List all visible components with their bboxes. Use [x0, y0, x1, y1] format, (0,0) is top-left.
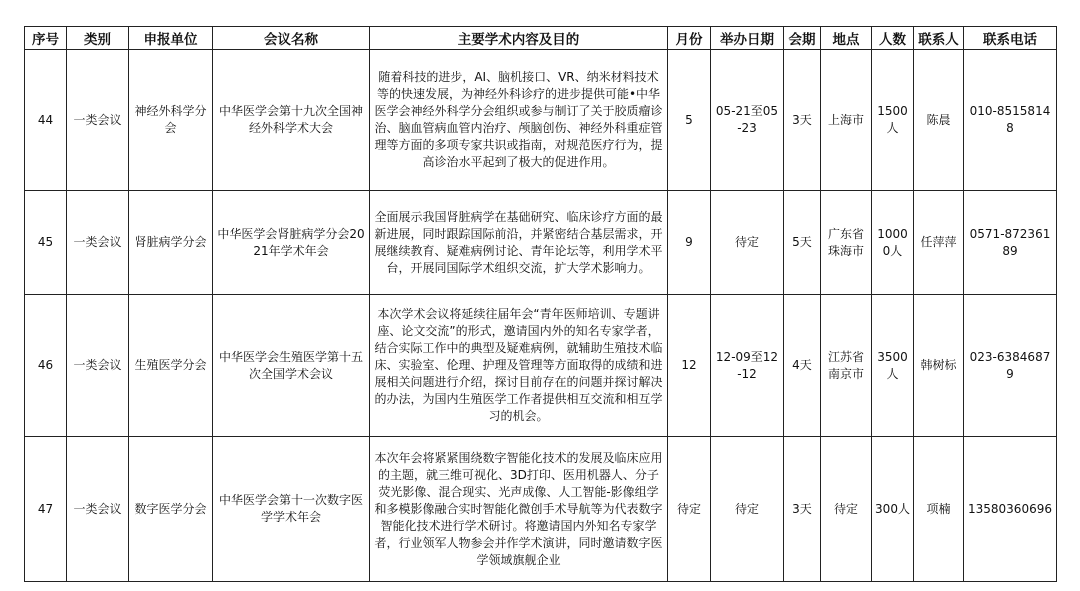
cell-attendance: 3500人	[872, 295, 914, 437]
cell-phone: 010-85158148	[964, 50, 1057, 191]
cell-no: 45	[25, 191, 67, 295]
header-attendance: 人数	[872, 27, 914, 50]
header-location: 地点	[821, 27, 872, 50]
cell-attendance: 10000人	[872, 191, 914, 295]
cell-month: 待定	[668, 437, 711, 582]
table-row	[25, 50, 1057, 191]
header-content: 主要学术内容及目的	[370, 27, 668, 50]
cell-category: 一类会议	[67, 50, 129, 191]
cell-phone: 13580360696	[964, 437, 1057, 582]
header-duration: 会期	[784, 27, 821, 50]
cell-unit: 生殖医学分会	[129, 295, 213, 437]
cell-contact: 韩树标	[914, 295, 964, 437]
cell-unit: 肾脏病学分会	[129, 191, 213, 295]
table-row	[25, 191, 1057, 295]
cell-contact: 项楠	[914, 437, 964, 582]
cell-attendance: 1500人	[872, 50, 914, 191]
header-date: 举办日期	[711, 27, 784, 50]
cell-date: 12-09至12-12	[711, 295, 784, 437]
cell-unit: 数字医学分会	[129, 437, 213, 582]
cell-location: 待定	[821, 437, 872, 582]
cell-meeting-name: 中华医学会第十一次数字医学学术年会	[213, 437, 370, 582]
cell-category: 一类会议	[67, 295, 129, 437]
cell-location: 广东省珠海市	[821, 191, 872, 295]
cell-contact: 陈晨	[914, 50, 964, 191]
cell-duration: 4天	[784, 295, 821, 437]
cell-meeting-name: 中华医学会生殖医学第十五次全国学术会议	[213, 295, 370, 437]
cell-unit: 神经外科学分会	[129, 50, 213, 191]
cell-content: 本次年会将紧紧围绕数字智能化技术的发展及临床应用的主题，就三维可视化、3D打印、医用机器人、分子荧光影像、混合现实、光声成像、人工智能-影像组学和多模影像融合实时智能化微创手术导航等为代表数字智能化技术进行学术研讨。将邀请国内外知名专家学者，行业领军人物参会并作学术演讲，同时邀请数字医学领域旗舰企业	[370, 437, 668, 582]
cell-attendance: 300人	[872, 437, 914, 582]
meeting-table	[24, 26, 1057, 582]
cell-no: 47	[25, 437, 67, 582]
header-unit: 申报单位	[129, 27, 213, 50]
header-row	[25, 27, 1057, 50]
cell-date: 待定	[711, 437, 784, 582]
cell-content: 随着科技的进步，AI、脑机接口、VR、纳米材料技术等的快速发展，为神经外科诊疗的进步提供可能•中华医学会神经外科学分会组织或参与制订了关于胶质瘤诊治、脑血管病血管内治疗、颅脑创伤、神经外科重症管理等方面的多项专家共识或指南，对规范医疗行为，提高诊治水平起到了极大的促进作用。	[370, 50, 668, 191]
cell-date: 05-21至05-23	[711, 50, 784, 191]
header-contact: 联系人	[914, 27, 964, 50]
header-phone: 联系电话	[964, 27, 1057, 50]
cell-category: 一类会议	[67, 437, 129, 582]
cell-month: 12	[668, 295, 711, 437]
cell-meeting-name: 中华医学会肾脏病学分会2021年学术年会	[213, 191, 370, 295]
cell-contact: 任萍萍	[914, 191, 964, 295]
table-row	[25, 295, 1057, 437]
cell-month: 9	[668, 191, 711, 295]
header-category: 类别	[67, 27, 129, 50]
cell-month: 5	[668, 50, 711, 191]
header-meeting-name: 会议名称	[213, 27, 370, 50]
cell-no: 46	[25, 295, 67, 437]
cell-content: 全面展示我国肾脏病学在基础研究、临床诊疗方面的最新进展，同时跟踪国际前沿，并紧密结合基层需求，开展继续教育、疑难病例讨论、青年论坛等，利用学术平台，开展同国际学术组织交流，扩大学术影响力。	[370, 191, 668, 295]
table-row	[25, 437, 1057, 582]
cell-duration: 5天	[784, 191, 821, 295]
cell-no: 44	[25, 50, 67, 191]
header-no: 序号	[25, 27, 67, 50]
cell-phone: 0571-87236189	[964, 191, 1057, 295]
cell-phone: 023-63846879	[964, 295, 1057, 437]
header-month: 月份	[668, 27, 711, 50]
cell-duration: 3天	[784, 50, 821, 191]
cell-date: 待定	[711, 191, 784, 295]
cell-content: 本次学术会议将延续往届年会“青年医师培训、专题讲座、论文交流”的形式，邀请国内外的知名专家学者，结合实际工作中的典型及疑难病例，就辅助生殖技术临床、实验室、伦理、护理及管理等方面取得的成绩和进展相关问题进行介绍，探讨目前存在的问题并探讨解决的办法，为国内生殖医学工作者提供相互交流和相互学习的机会。	[370, 295, 668, 437]
cell-duration: 3天	[784, 437, 821, 582]
cell-category: 一类会议	[67, 191, 129, 295]
cell-location: 上海市	[821, 50, 872, 191]
cell-meeting-name: 中华医学会第十九次全国神经外科学术大会	[213, 50, 370, 191]
cell-location: 江苏省南京市	[821, 295, 872, 437]
